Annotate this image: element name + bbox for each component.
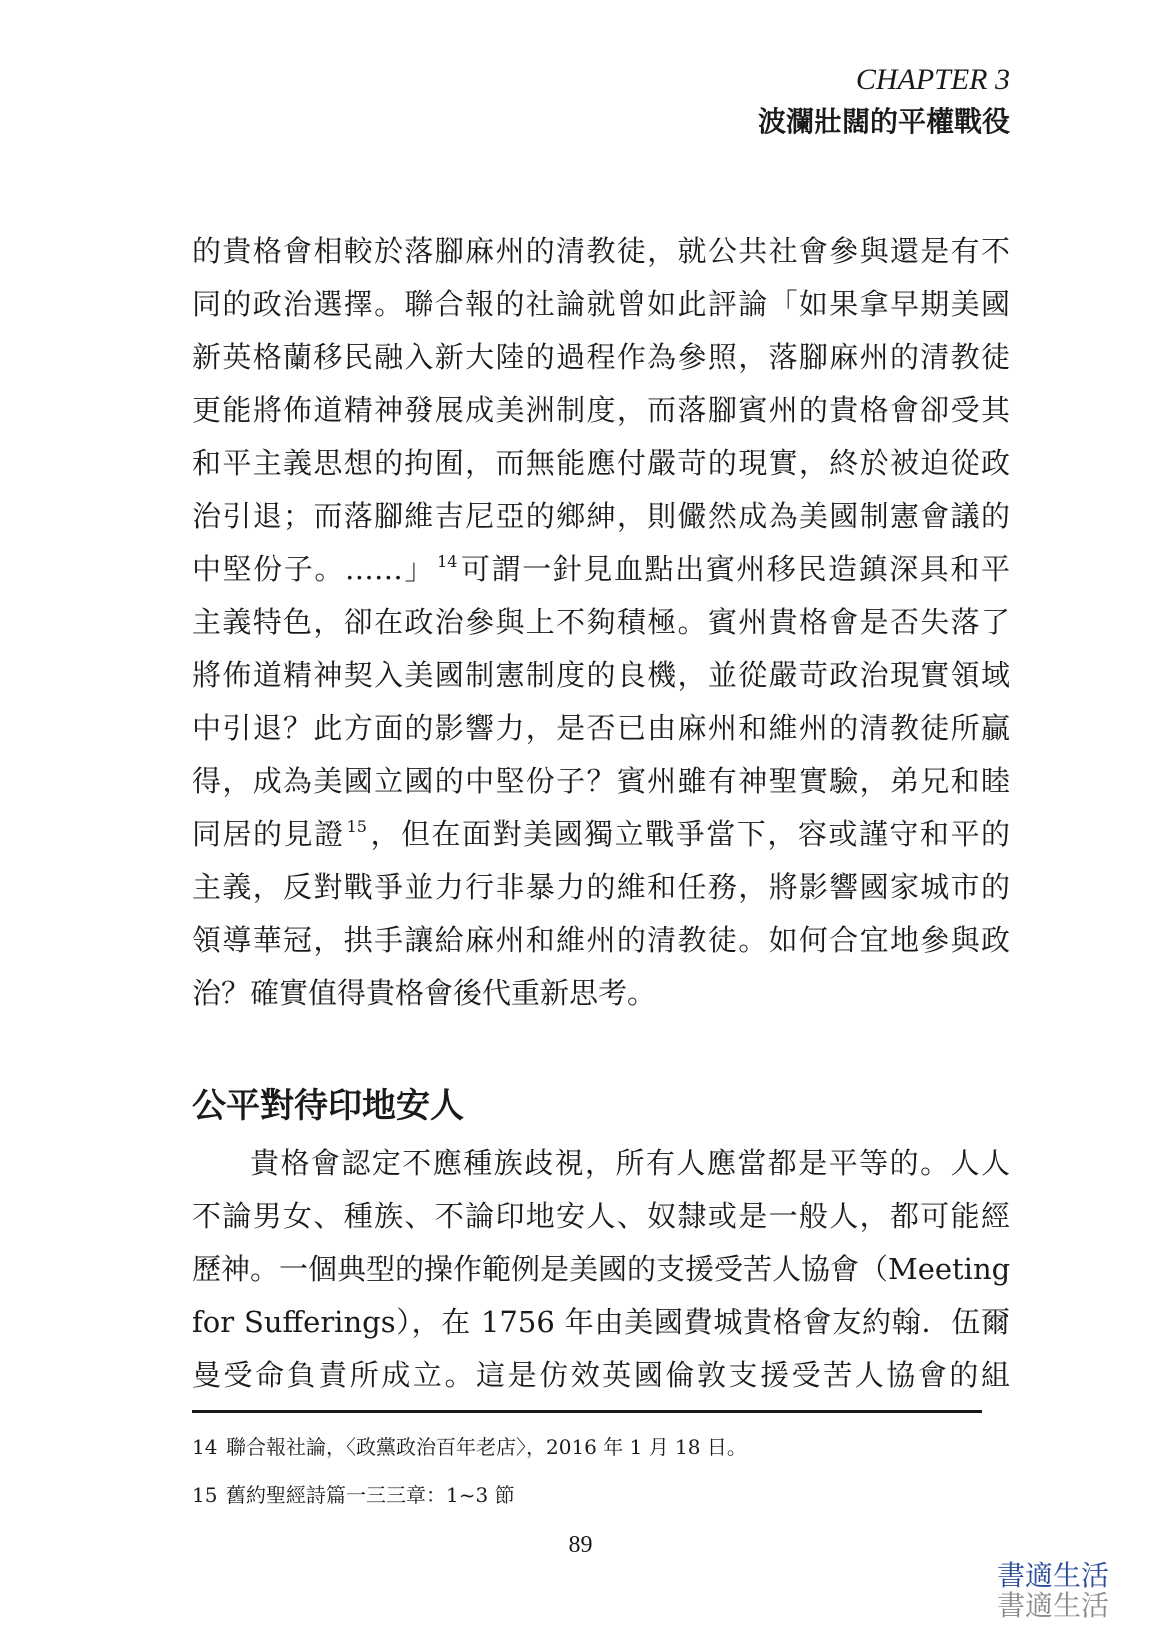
section-heading: 公平對待印地安人 [192,1086,464,1126]
watermark-line: 書適生活 [996,1559,1109,1592]
chapter-label: CHAPTER 3 [855,63,1010,96]
text-segment: 中堅份子。……」 [192,552,436,586]
chapter-title: 波瀾壯闊的平權戰役 [757,105,1010,138]
text-line: 更能將佈道精神發展成美洲制度，而落腳賓州的貴格會卻受其 [192,393,1010,427]
text-line: 中引退？此方面的影響力，是否已由麻州和維州的清教徒所贏 [192,711,1010,745]
text-line: 得，成為美國立國的中堅份子？賓州雖有神聖實驗，弟兄和睦 [192,764,1010,798]
text-line: 主義，反對戰爭並力行非暴力的維和任務，將影響國家城市的 [192,870,1010,904]
text-segment: 同居的見證 [192,817,345,851]
text-line: 曼受命負責所成立。這是仿效英國倫敦支援受苦人協會的組 [192,1358,1010,1392]
paragraph-2 [192,1137,1010,1402]
footnote-text: 聯合報社論，〈政黨政治百年老店〉，2016 年 1 月 18 日。 [226,1435,747,1459]
footnote-divider [192,1410,982,1413]
text-line: 同的政治選擇。聯合報的社論就曾如此評論「如果拿早期美國 [192,287,1010,321]
text-segment: 可謂一針見血點出賓州移民造鎮深具和平 [459,552,1010,586]
footnote-14 [192,1432,747,1462]
running-header [758,62,1010,142]
text-line: for Sufferings），在 1756 年由美國費城貴格會友約翰．伍爾 [192,1305,1010,1339]
footnote-ref-14[interactable]: 14 [437,552,458,571]
text-line: 將佈道精神契入美國制憲制度的良機，並從嚴苛政治現實領域 [192,658,1010,692]
text-line: 的貴格會相較於落腳麻州的清教徒，就公共社會參與還是有不 [192,234,1010,268]
footnote-ref-15[interactable]: 15 [346,817,367,836]
text-segment: ，但在面對美國獨立戰爭當下，容或謹守和平的 [368,817,1010,851]
footnote-text: 舊約聖經詩篇一三三章：1~3 節 [226,1483,515,1507]
text-line: 貴格會認定不應種族歧視，所有人應當都是平等的。人人 [250,1146,1010,1180]
footnote-number: 15 [192,1483,218,1507]
watermark-line: 書適生活 [996,1589,1109,1622]
text-line: 和平主義思想的拘囿，而無能應付嚴苛的現實，終於被迫從政 [192,446,1010,480]
text-line [192,808,1010,861]
text-line: 不論男女、種族、不論印地安人、奴隸或是一般人，都可能經 [192,1199,1010,1233]
text-line: 新英格蘭移民融入新大陸的過程作為參照，落腳麻州的清教徒 [192,340,1010,374]
page-number: 89 [568,1532,593,1558]
text-line: 主義特色，卻在政治參與上不夠積極。賓州貴格會是否失落了 [192,605,1010,639]
text-line [192,543,1010,596]
text-line: 歷神。一個典型的操作範例是美國的支援受苦人協會（Meeting [192,1252,1011,1286]
text-line: 治？確實值得貴格會後代重新思考。 [192,976,657,1010]
watermark [997,1561,1109,1621]
footnote-number: 14 [192,1435,218,1459]
paragraph-1 [192,225,1010,1020]
text-line: 治引退；而落腳維吉尼亞的鄉紳，則儼然成為美國制憲會議的 [192,499,1010,533]
text-line: 領導華冠，拱手讓給麻州和維州的清教徒。如何合宜地參與政 [192,923,1010,957]
footnote-15 [192,1480,515,1510]
